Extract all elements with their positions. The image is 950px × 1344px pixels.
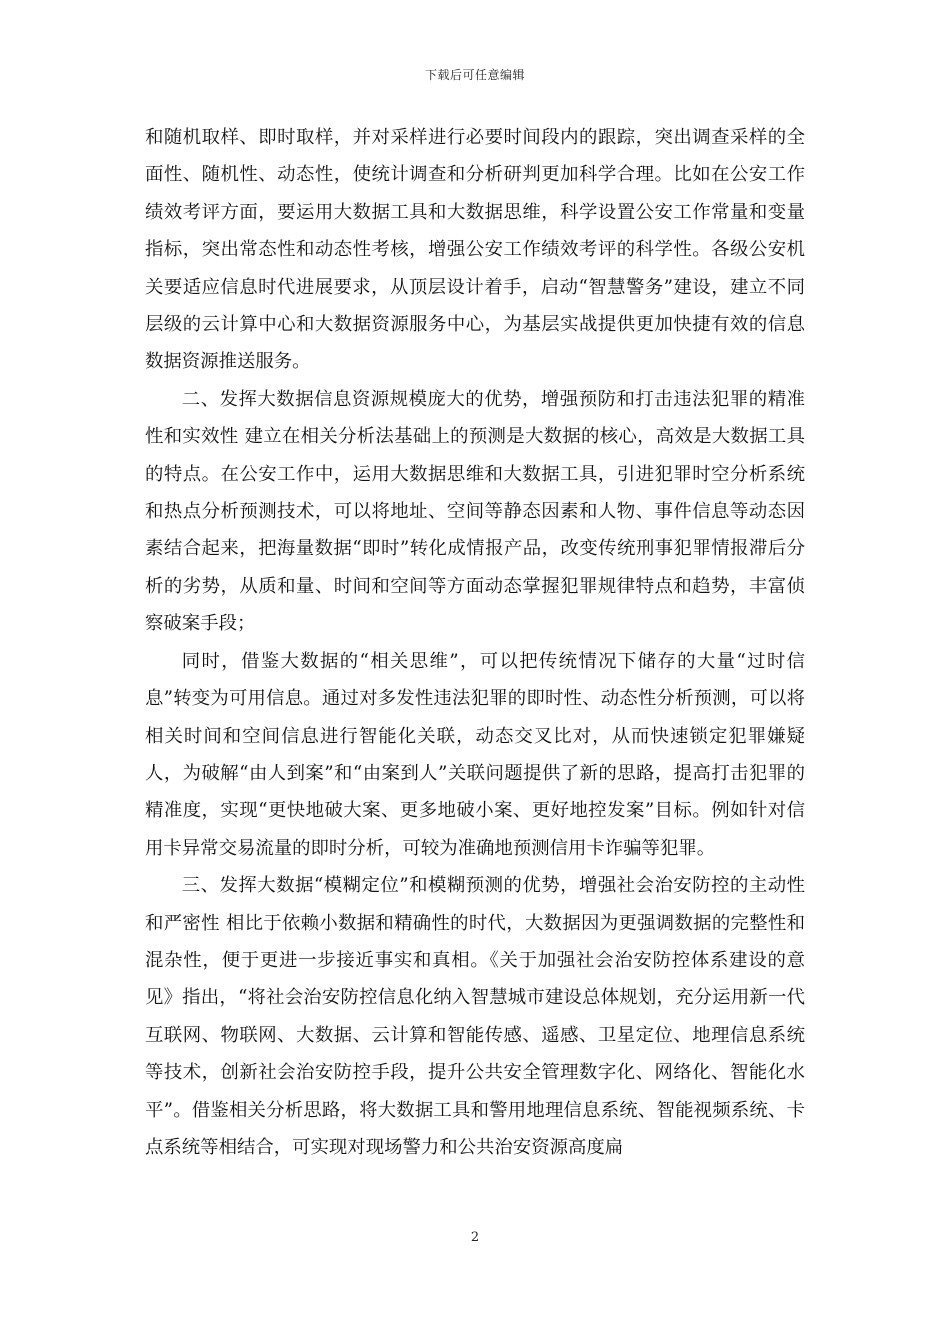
page-number: 2 (470, 1230, 480, 1245)
paragraph-section-two: 二、发挥大数据信息资源规模庞大的优势，增强预防和打击违法犯罪的精准性和实效性 建立在相关分析法基础上的预测是大数据的核心，高效是大数据工具的特点。在公安工作中，运用大数据思维和大数据工具，引进犯罪时空分析系统和热点分析预测技术，可以将地址、空间等静态因素和人物、事件信息等动态因素结合起来，把海量数据“即时”转化成情报产品，改变传统刑事犯罪情报滞后分析的劣势，从质和量、时间和空间等方面动态掌握犯罪规律特点和趋势，丰富侦察破案手段； (145, 388, 805, 635)
paragraph-section-three: 三、发挥大数据“模糊定位”和模糊预测的优势，增强社会治安防控的主动性和严密性 相比于依赖小数据和精确性的时代，大数据因为更强调数据的完整性和混杂性，便于更进一步接近事实和真相。《关于加强社会治安防控体系建设的意见》指出，“将社会治安防控信息化纳入智慧城市建设总体规划，充分运用新一代互联网、物联网、大数据、云计算和智能传感、遥感、卫星定位、地理信息系统等技术，创新社会治安防控手段，提升公共安全管理数字化、网络化、智能化水平”。借鉴相关分析思路，将大数据工具和警用地理信息系统、智能视频系统、卡点系统等相结合，可实现对现场警力和公共治安资源高度扁 (145, 875, 805, 1158)
page-header: 下载后可任意编辑 (424, 68, 525, 82)
paragraph-continuation: 和随机取样、即时取样，并对采样进行必要时间段内的跟踪，突出调查采样的全面性、随机性、动态性，使统计调查和分析研判更加科学合理。比如在公安工作绩效考评方面，要运用大数据工具和大数据思维，科学设置公安工作常量和变量指标，突出常态性和动态性考核，增强公安工作绩效考评的科学性。各级公安机关要适应信息时代进展要求，从顶层设计着手，启动“智慧警务”建设，建立不同层级的云计算中心和大数据资源服务中心，为基层实战提供更加快捷有效的信息数据资源推送服务。 (145, 127, 805, 373)
paragraph-related-thinking: 同时，借鉴大数据的“相关思维”，可以把传统情况下储存的大量“过时信息”转变为可用信息。通过对多发性违法犯罪的即时性、动态性分析预测，可以将相关时间和空间信息进行智能化关联，动态交叉比对，从而快速锁定犯罪嫌疑人，为破解“由人到案”和“由案到人”关联问题提供了新的思路，提高打击犯罪的精准度，实现“更快地破大案、更多地破小案、更好地控发案”目标。例如针对信用卡异常交易流量的即时分析，可较为准确地预测信用卡诈骗等犯罪。 (145, 650, 805, 859)
document-body (145, 119, 805, 1166)
